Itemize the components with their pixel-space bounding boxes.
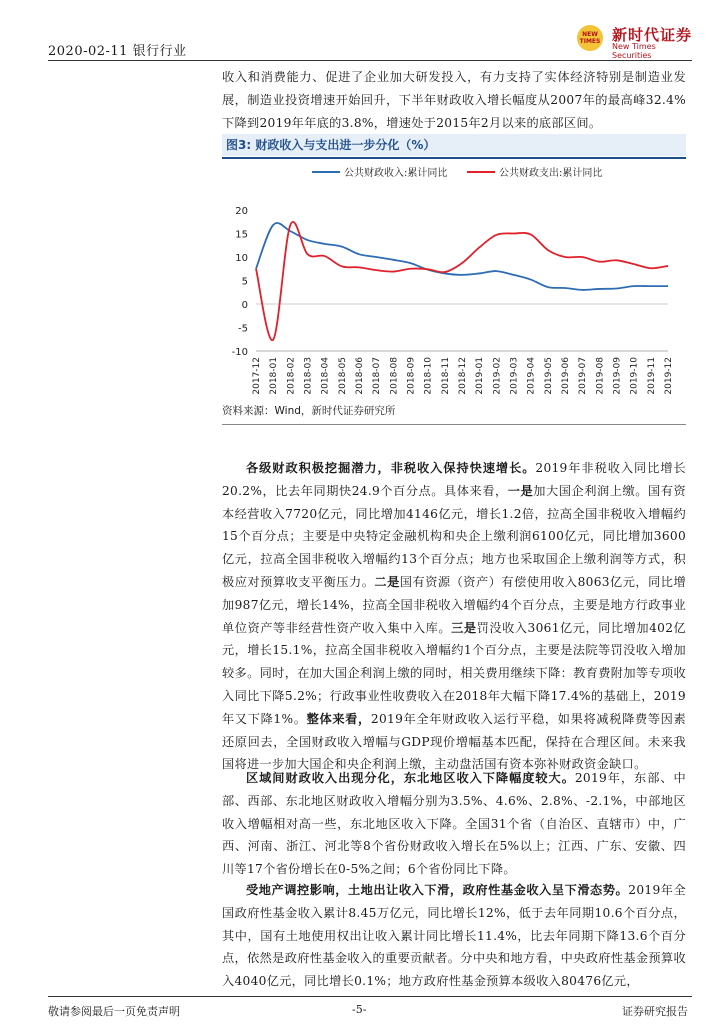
header-divider [48,60,692,61]
x-tick-label: 2018-07 [372,357,383,395]
x-tick-label: 2019-05 [543,357,554,395]
paragraph-regional-revenue [222,767,686,881]
y-tick-label: 20 [235,206,248,217]
x-tick-label: 2019-07 [578,357,589,395]
figure-title-bar [222,134,686,156]
para3-text: 2019年全国政府性基金收入累计8.45万亿元，同比增长12%，低于去年同期10.6个百分点，其中，国有土地使用权出让收入累计同比增长11.4%，比去年同期下降13.6个百分点，依然是政府性基金收入的重要贡献者。分中央和地方看，中央政府性基金预算收入4040亿元，同比增长0.1%；地方政府性基金预算本级收入80476亿元， [222,883,686,989]
x-tick-label: 2018-09 [406,357,417,395]
x-tick-label: 2019-02 [492,357,503,395]
intro-text: 收入和消费能力、促进了企业加大研发投入，有力支持了实体经济特别是制造业发展，制造业投资增速开始回升，下半年财政收入增长幅度从2007年的最高峰32.4%下降到2019年年底的3.8%，增速处于2015年2月以来的底部区间。 [222,70,686,130]
para1-k2: 二是 [374,574,400,589]
x-tick-label: 2019-08 [595,357,606,395]
series-lines [256,222,668,340]
figure-bottom-divider [222,424,686,425]
x-tick-label: 2018-03 [303,357,314,395]
x-tick-label: 2019-11 [646,357,657,395]
fiscal-chart [222,160,686,400]
para1-t4: 2019年全年财政收入运行平稳，如果将减税降费等因素还原回去，全国财政收入增幅与GDP现价增幅基本匹配，保持在合理区间。未来我国将进一步加大国企和央企利润上缴，主动盘活国有资本弥补财政资金缺口。 [222,711,687,772]
para2-lead: 区域间财政收入出现分化，东北地区收入下降幅度较大。 [246,771,575,785]
x-tick-label: 2019-09 [612,357,623,395]
y-tick-label: 0 [241,300,248,311]
x-tick-label: 2018-11 [440,357,451,395]
logo-icon [572,22,610,54]
para2-text: 2019年，东部、中部、西部、东北地区财政收入增幅分别为3.5%、4.6%、2.8%、-2.1%，中部地区收入增幅相对高一些，东北地区收入下降。全国31个省（自治区、直辖市）中，广西、河南、浙江、河北等8个省份财政收入增长在5%以上；江西、广东、安徽、四川等17个省份增长在0-5%之间；6个省份同比下降。 [222,771,686,877]
y-tick-label: 5 [241,276,248,288]
x-tick-label: 2019-10 [629,357,640,395]
para1-t2: 国有资源（资产）有偿使用收入8063亿元，同比增加987亿元，增长14%，拉高全国非税收入增幅约4个百分点，主要是地方行政事业单位资产等非经营性资产收入集中入库。 [222,574,686,635]
para1-t1: 加大国企利润上缴。国有资本经营收入7720亿元，同比增加4146亿元，增长1.2倍，拉高全国非税收入增幅约15个百分点；主要是中央特定金融机构和央企上缴利润6100亿元，同比增加3600亿元，拉高全国非税收入增幅约13个百分点；地方也采取国企上缴利润等方式，积极应对预算收支平衡压力。 [222,483,686,589]
footer-disclaimer: 敬请参阅最后一页免责声明 [48,1005,180,1018]
footer-divider [48,996,692,997]
x-tick-label: 2017-12 [252,357,262,395]
para1-k1: 一是 [507,483,534,498]
footer-page-number: -5- [352,1003,367,1016]
x-tick-label: 2018-04 [320,357,331,395]
para3-lead: 受地产调控影响，土地出让收入下滑，政府性基金收入呈下滑态势。 [246,883,629,897]
chart-legend [312,166,602,179]
x-tick-label: 2019-03 [509,357,520,395]
x-tick-label: 2018-10 [423,357,434,395]
legend-label-revenue: 公共财政收入:累计同比 [344,168,448,179]
para1-lead: 各级财政积极挖掘潜力，非税收入保持快速增长。 [246,461,536,475]
x-tick-label: 2018-05 [337,357,348,395]
paragraph-nontax-revenue [222,457,686,776]
x-tick-label: 2018-12 [458,357,468,395]
y-tick-label: 10 [235,253,248,264]
x-tick-label: 2019-04 [526,357,537,395]
paragraph-fund-revenue [222,879,686,993]
x-tick-label: 2019-12 [664,357,674,395]
y-tick-label: -5 [238,323,248,335]
y-tick-label: -10 [231,347,248,358]
x-tick-label: 2018-08 [389,357,400,395]
x-tick-label: 2018-06 [355,357,365,395]
y-tick-label: 15 [235,229,248,241]
footer-report-type: 证券研究报告 [622,1005,688,1018]
x-tick-label: 2018-02 [286,357,297,395]
para1-text: 2019年非税收入同比增长20.2%，比去年同期快24.9个百分点。具体来看， [222,461,686,498]
para1-k3: 三是 [451,620,477,635]
legend-label-expenditure: 公共财政支出:累计同比 [499,168,603,179]
brand-name-en: New Times Securities [612,42,656,60]
logo-text-times: TIMES [579,38,601,45]
figure-source: 资料来源：Wind，新时代证券研究所 [222,405,396,417]
para1-t3: 罚没收入3061亿元，同比增加402亿元，增长15.1%，拉高全国非税收入增幅约1个百分点，主要是法院等罚没收入增加较多。同时，在加大国企利润上缴的同时，相关费用继续下降：教育费附加等专项收入同比下降5.2%；行政事业性收费收入在2018年大幅下降17.4%的基础上，2019年又下降1%。 [222,620,686,726]
logo-text-new: NEW [582,31,598,38]
figure-title: 图3: 财政收入与支出进一步分化（%） [226,138,436,152]
series-line-expenditure [256,222,668,340]
para1-k4: 整体来看， [306,711,371,726]
x-tick-label: 2019-01 [475,357,486,395]
brand-logo [572,22,693,60]
header-date-industry: 2020-02-11 银行行业 [48,44,187,59]
x-tick-label: 2019-06 [561,357,571,395]
figure-title-underline [222,157,686,159]
x-axis [252,351,674,395]
intro-paragraph [222,66,686,134]
brand-name-cn: 新时代证券 [612,26,693,44]
x-tick-label: 2018-01 [269,357,280,395]
